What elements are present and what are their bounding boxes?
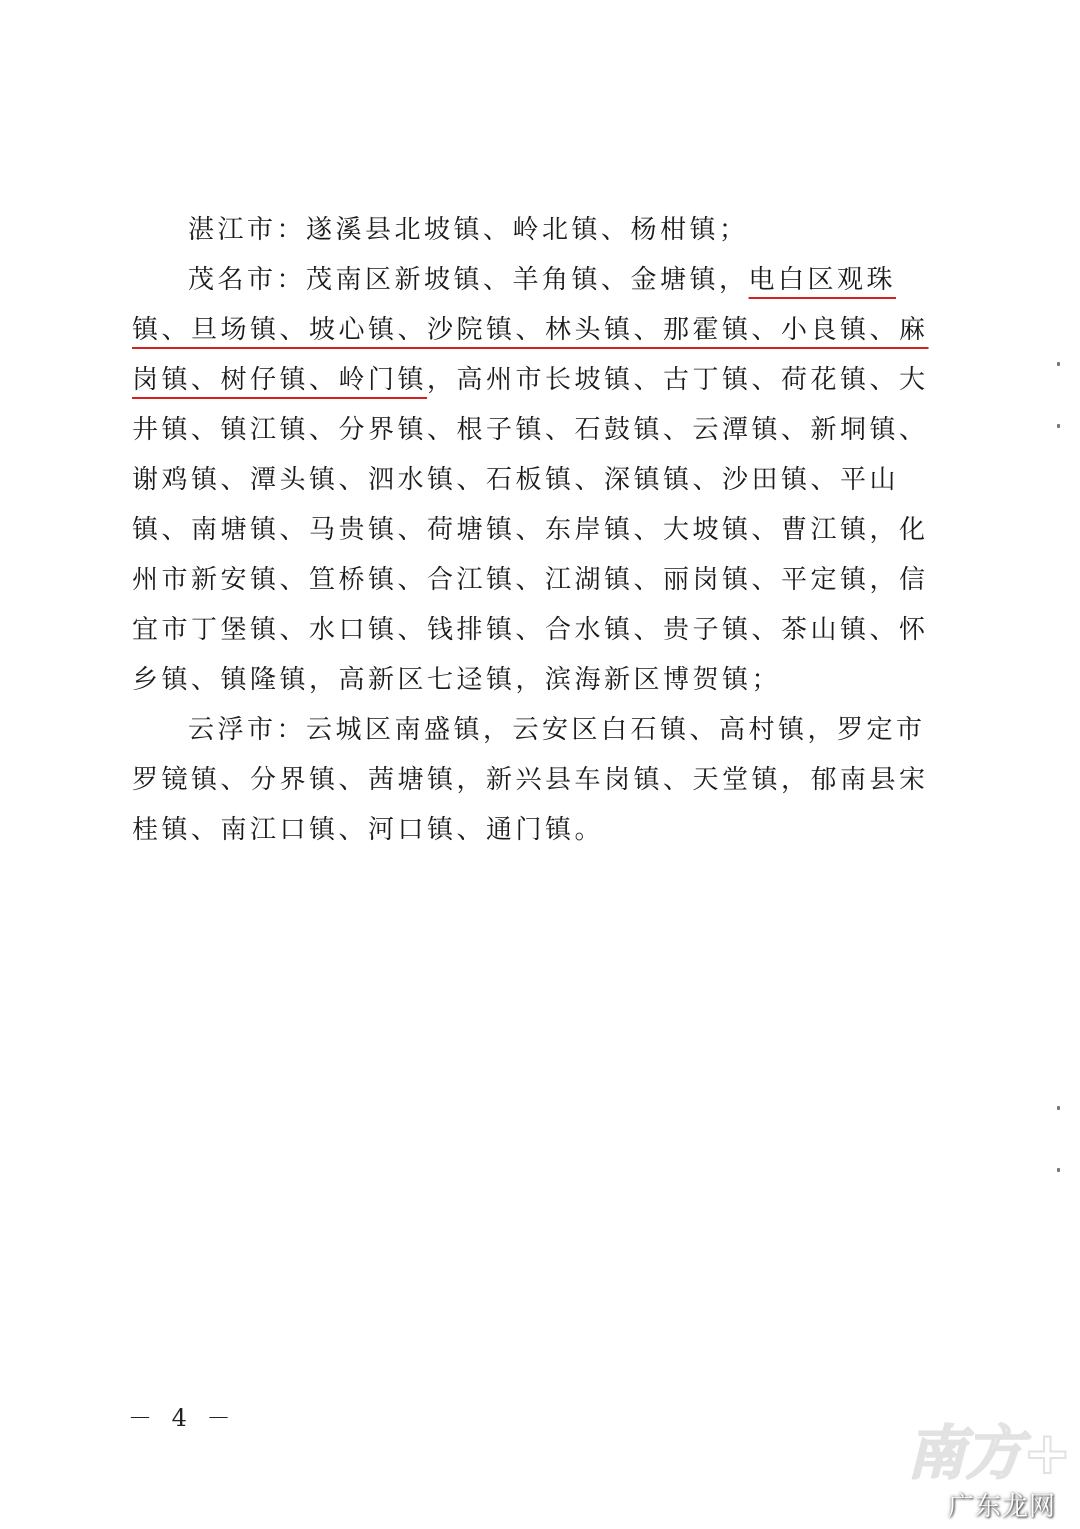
- paragraph-yunfu: [132, 705, 932, 855]
- paragraph-text: 茂名市：茂南区新坡镇、羊角镇、金塘镇，: [188, 265, 749, 295]
- binding-hole-mark: [1057, 424, 1060, 428]
- paragraph-text: 云浮市：云城区南盛镇，云安区白石镇、高村镇，罗定市罗镜镇、分界镇、茜塘镇，新兴县车岗镇、天堂镇，郁南县宋桂镇、南江口镇、河口镇、通门镇。: [132, 715, 929, 845]
- paragraph-text: 湛江市：遂溪县北坡镇、岭北镇、杨柑镇；: [188, 215, 749, 245]
- paragraph-text: ，高州市长坡镇、古丁镇、荷花镇、大井镇、镇江镇、分界镇、根子镇、石鼓镇、云潭镇、新垌镇、谢鸡镇、潭头镇、泗水镇、石板镇、深镇镇、沙田镇、平山镇、南塘镇、马贵镇、荷塘镇、东岸镇、大坡镇、曹江镇，化州市新安镇、笪桥镇、合江镇、江湖镇、丽岗镇、平定镇，信宜市丁堡镇、水口镇、钱排镇、合水镇、贵子镇、茶山镇、怀乡镇、镇隆镇，高新区七迳镇，滨海新区博贺镇；: [132, 365, 929, 695]
- logo-text: 南方+: [907, 1419, 1072, 1487]
- underlined-town-list: 电白区观珠镇、旦场镇、坡心镇、沙院镇、林头镇、那霍镇、小良镇、麻岗镇、树仔镇、岭门镇: [132, 265, 929, 395]
- binding-hole-mark: [1057, 1106, 1060, 1110]
- binding-hole-mark: [1057, 1168, 1060, 1172]
- paragraph-zhanjiang: [132, 205, 932, 255]
- nanfang-plus-logo: [905, 1395, 1072, 1495]
- page-number: － 4 －: [128, 1404, 237, 1432]
- paragraph-maoming: [132, 255, 932, 705]
- document-body: [132, 205, 932, 855]
- site-credit: 广东龙网: [947, 1492, 1056, 1522]
- binding-hole-mark: [1057, 362, 1060, 366]
